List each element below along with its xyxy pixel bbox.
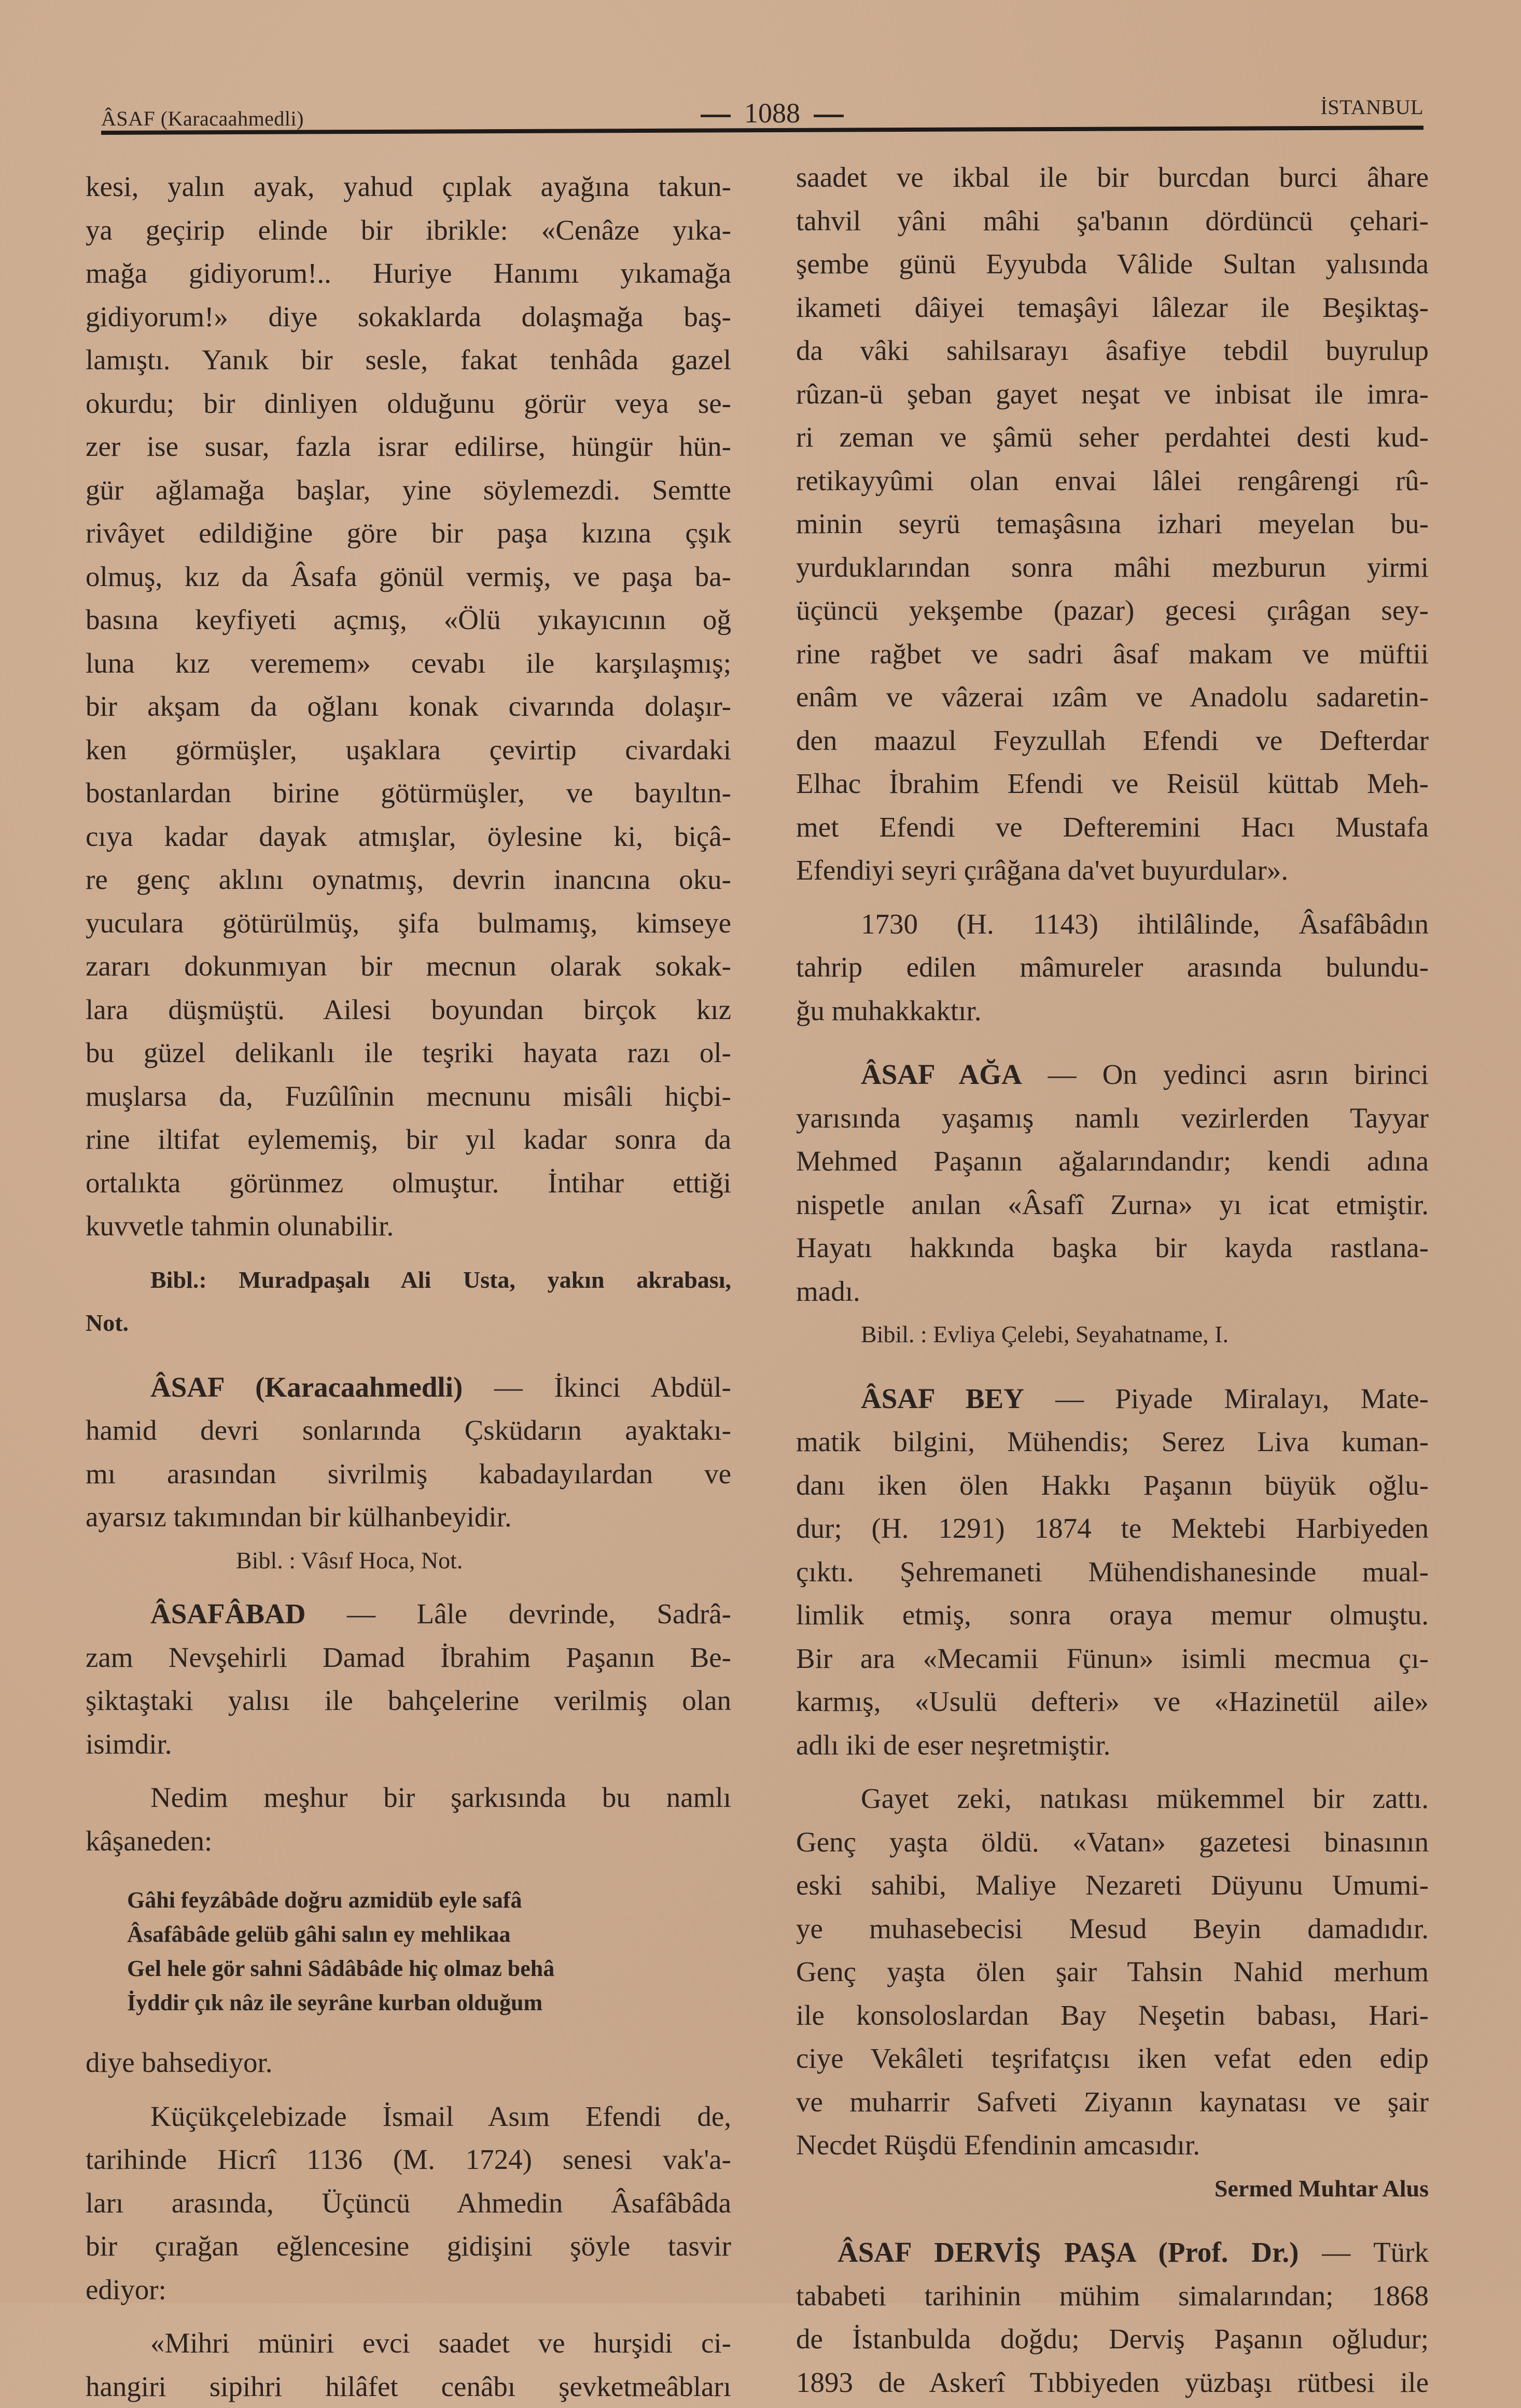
entry-text: — Piyade Miralayı, Mate- <box>1024 1383 1429 1414</box>
paragraph-line: «Mihri müniri evci saadet ve hurşidi ci- <box>86 2321 731 2365</box>
paragraph-line: tahrip edilen mâmureler arasında bulundu- <box>796 945 1429 989</box>
paragraph-line: minin seyrü temaşâsına izhari meyelan bu- <box>796 502 1429 546</box>
paragraph-line: luna kız veremem» cevabı ile karşılaşmış; <box>86 642 731 685</box>
entry-first-line <box>86 1366 731 1409</box>
paragraph-line: bir akşam da oğlanı konak civarında dolaşır- <box>86 685 731 728</box>
entry-line: Hayatı hakkında başka bir kayda rastlana- <box>796 1226 1429 1270</box>
paragraph-line: lara düşmüştü. Ailesi boyundan birçok kız <box>86 988 731 1032</box>
paragraph-line: Efendiyi seyri çırâğana da'vet buyurdular». <box>796 848 1429 892</box>
paragraph-line: re genç aklını oynatmış, devrin inancına oku- <box>86 858 731 901</box>
paragraph-line: tarihinde Hicrî 1136 (M. 1724) senesi vak'a- <box>86 2138 731 2181</box>
entry-line: karmış, «Usulü defteri» ve «Hazinetül aile» <box>796 1680 1429 1723</box>
bibliography-1 <box>86 1258 731 1345</box>
verse-line: Gâhi feyzâbâde doğru azmidüb eyle safâ <box>127 1883 731 1917</box>
paragraph-line: Necdet Rüşdü Efendinin amcasıdır. <box>796 2123 1429 2167</box>
paragraph-line: ye muhasebecisi Mesud Beyin damadıdır. <box>796 1907 1429 1951</box>
paragraph-line: ları arasında, Üçüncü Ahmedin Âsafâbâda <box>86 2181 731 2225</box>
entry-asafabad <box>86 1592 731 1765</box>
paragraph-quote-continued <box>796 156 1429 892</box>
entry-text: — İkinci Abdül- <box>463 1371 731 1403</box>
paragraph-1730 <box>796 902 1429 1033</box>
paragraph-line: zararı dokunmıyan bir mecnun olarak sokak- <box>86 944 731 988</box>
entry-line: ayarsız takımından bir külhanbeyidir. <box>86 1495 731 1539</box>
paragraph-line: bostanlardan birine götürmüşler, ve bayıltın- <box>86 771 731 815</box>
paragraph-line: muşlarsa da, Fuzûlînin mecnunu misâli hiçbi- <box>86 1075 731 1118</box>
paragraph-nedim <box>86 1776 731 1862</box>
paragraph-line: rine iltifat eylememiş, bir yıl kadar sonra da <box>86 1118 731 1161</box>
entry-line: şiktaştaki yalısı ile bahçelerine verilmiş olan <box>86 1679 731 1722</box>
paragraph-line: Elhac İbrahim Efendi ve Reisül küttab Meh- <box>796 762 1429 805</box>
paragraph-line: rûzan-ü şeban gayet neşat ve inbisat ile imra- <box>796 372 1429 416</box>
entry-line: danı iken ölen Hakkı Paşanın büyük oğlu- <box>796 1464 1429 1507</box>
entry-line: yarısında yaşamış namlı vezirlerden Tayyar <box>796 1096 1429 1140</box>
paragraph-line: da vâki sahilsarayı âsafiye tebdil buyrulup <box>796 329 1429 372</box>
paragraph-line: olmuş, kız da Âsafa gönül vermiş, ve paşa ba- <box>86 555 731 598</box>
entry-line: limlik etmiş, sonra oraya memur olmuştu. <box>796 1593 1429 1637</box>
paragraph-line: şembe günü Eyyubda Vâlide Sultan yalısında <box>796 242 1429 286</box>
paragraph-line: ve muharrir Safveti Ziyanın kaynatası ve şair <box>796 2080 1429 2124</box>
paragraph-line: met Efendi ve Defteremini Hacı Mustafa <box>796 805 1429 849</box>
paragraph-line: 1730 (H. 1143) ihtilâlinde, Âsafâbâdın <box>796 902 1429 946</box>
paragraph-line: basına keyfiyeti açmış, «Ölü yıkayıcının oğ <box>86 598 731 642</box>
paragraph-line: lamıştı. Yanık bir sesle, fakat tenhâda gazel <box>86 338 731 382</box>
entry-first-line <box>796 2231 1429 2274</box>
verse-line: Gel hele gör sahni Sâdâbâde hiç olmaz behâ <box>127 1952 731 1986</box>
paragraph-line: kesi, yalın ayak, yahud çıplak ayağına takun- <box>86 165 731 208</box>
verse-line: İyddir çık nâz ile seyrâne kurban olduğum <box>127 1986 731 2020</box>
paragraph-line: ğu muhakkaktır. <box>796 989 1429 1033</box>
paragraph-line: gür ağlamağa başlar, yine söylemezdi. Semtte <box>86 468 731 512</box>
paragraph-asaf-continued <box>86 165 731 1248</box>
paragraph-line: ciye Vekâleti teşrifatçısı iken vefat eden edip <box>796 2037 1429 2080</box>
entry-line: Mehmed Paşanın ağalarındandır; kendi adına <box>796 1139 1429 1183</box>
paragraph-line: kâşaneden: <box>86 1819 731 1863</box>
entry-line: madı. <box>796 1270 1429 1313</box>
entry-first-line <box>796 1053 1429 1096</box>
paragraph-line: eski sahibi, Maliye Nezareti Düyunu Umumi- <box>796 1863 1429 1907</box>
paragraph-line: ediyor: <box>86 2268 731 2312</box>
bibliography-4: Bibil. : Evliya Çelebi, Seyahatname, I. <box>796 1313 1429 1356</box>
paragraph-line: den maazul Feyzullah Efendi ve Defterdar <box>796 719 1429 762</box>
author-signature: Sermed Muhtar Alus <box>796 2167 1429 2210</box>
paragraph-line: ken görmüşler, uşaklara çevirtip civardaki <box>86 728 731 772</box>
entry-line: matik bilgini, Mühendis; Serez Liva kuman- <box>796 1420 1429 1464</box>
entry-line: zam Nevşehirli Damad İbrahim Paşanın Be- <box>86 1636 731 1679</box>
header-section: İSTANBUL <box>1320 95 1424 119</box>
paragraph-line: üçüncü yekşembe (pazar) gecesi çırâgan sey- <box>796 589 1429 632</box>
entry-line: isimdir. <box>86 1722 731 1766</box>
verse-line: Âsafâbâde gelüb gâhi salın ey mehlikaa <box>127 1917 731 1952</box>
header-entry-title: ÂSAF (Karacaahmedli) <box>101 106 304 131</box>
paragraph-line: saadet ve ikbal ile bir burcdan burci âhare <box>796 156 1429 199</box>
paragraph-line: gidiyorum!» diye sokaklarda dolaşmağa baş- <box>86 295 731 339</box>
right-column <box>796 156 1429 2404</box>
paragraph-kucukcelebizade <box>86 2095 731 2312</box>
paragraph-line: bir çırağan eğlencesine gidişini şöyle tasvir <box>86 2224 731 2268</box>
dash-left <box>701 115 731 117</box>
paragraph-line: cıya kadar dayak atmışlar, öylesine ki, biçâ- <box>86 815 731 858</box>
paragraph-line: bu güzel delikanlı ile teşriki hayata razı ol- <box>86 1031 731 1075</box>
verse-block <box>86 1883 731 2020</box>
page-number <box>687 97 857 129</box>
paragraph-line: kuvvetle tahmin olunabilir. <box>86 1204 731 1248</box>
entry-line: çıktı. Şehremaneti Mühendishanesinde mual- <box>796 1550 1429 1594</box>
paragraph-line: Genç yaşta öldü. «Vatan» gazetesi binasının <box>796 1820 1429 1864</box>
entry-line: 1893 de Askerî Tıbbiyeden yüzbaşı rütbesi ile <box>796 2361 1429 2404</box>
entry-asaf-aga <box>796 1053 1429 1313</box>
entry-headword: ÂSAF (Karacaahmedli) <box>150 1371 463 1403</box>
paragraph-line: retikayyûmi olan envai lâlei rengârengi rû- <box>796 459 1429 503</box>
entry-line: de İstanbulda doğdu; Derviş Paşanın oğludur; <box>796 2317 1429 2361</box>
entry-first-line <box>796 1377 1429 1421</box>
paragraph-line: Gayet zeki, natıkası mükemmel bir zattı. <box>796 1777 1429 1820</box>
paragraph-line: ortalıkta görünmez olmuştur. İntihar ettiği <box>86 1161 731 1205</box>
paragraph-line: enâm ve vâzerai ızâm ve Anadolu sadaretin- <box>796 675 1429 719</box>
entry-asaf-bey <box>796 1377 1429 1767</box>
paragraph-line: zer ise susar, fazla israr edilirse, hüngür hün- <box>86 425 731 468</box>
paragraph-line: ri zeman ve şâmü seher perdahtei desti kud- <box>796 415 1429 459</box>
paragraph-line: Nedim meşhur bir şarkısında bu namlı <box>86 1776 731 1819</box>
entry-headword: ÂSAF BEY <box>861 1383 1024 1414</box>
entry-line: hamid devri sonlarında Çsküdarın ayaktakı- <box>86 1409 731 1452</box>
paragraph-line: ya geçirip elinde bir ibrikle: «Cenâze yıka- <box>86 208 731 252</box>
entry-line: dur; (H. 1291) 1874 te Mektebi Harbiyeden <box>796 1507 1429 1550</box>
paragraph-line: yuculara götürülmüş, şifa bulmamış, kimseye <box>86 901 731 945</box>
entry-text: — On yedinci asrın birinci <box>1022 1059 1429 1090</box>
paragraph-line: Genç yaşta ölen şair Tahsin Nahid merhum <box>796 1950 1429 1994</box>
entry-headword: ÂSAF AĞA <box>861 1059 1022 1090</box>
entry-asaf-karacaahmedli <box>86 1366 731 1539</box>
paragraph-line: mağa gidiyorum!.. Huriye Hanımı yıkamağa <box>86 252 731 295</box>
paragraph-line: ile konsoloslardan Bay Neşetin babası, Hari- <box>796 1994 1429 2037</box>
entry-line: nispetle anılan «Âsafî Zurna» yı icat etmiştir. <box>796 1183 1429 1227</box>
entry-line: mı arasından sivrilmiş kabadayılardan ve <box>86 1452 731 1496</box>
paragraph-line: yurduklarından sonra mâhi mezburun yirmi <box>796 546 1429 589</box>
entry-text: — Lâle devrinde, Sadrâ- <box>305 1598 731 1630</box>
paragraph-line: Küçükçelebizade İsmail Asım Efendi de, <box>86 2095 731 2138</box>
entry-headword: ÂSAF DERVİŞ PAŞA (Prof. Dr.) <box>838 2236 1299 2268</box>
bib-line: Not. <box>86 1301 731 1345</box>
bib-line: Bibl.: Muradpaşalı Ali Usta, yakın akrabası, <box>86 1258 731 1302</box>
entry-text: — Türk <box>1299 2236 1429 2268</box>
entry-headword: ÂSAFÂBAD <box>150 1598 305 1630</box>
paragraph-gayet <box>796 1777 1429 2167</box>
paragraph-quote <box>86 2321 731 2408</box>
paragraph-line: tahvil yâni mâhi şa'banın dördüncü çehari- <box>796 199 1429 243</box>
paragraph-line: diye bahsediyor. <box>86 2041 731 2084</box>
entry-line: tababeti tarihinin mühim simalarından; 1868 <box>796 2274 1429 2318</box>
entry-asaf-dervis-pasa <box>796 2231 1429 2404</box>
paragraph-line: rivâyet edildiğine göre bir paşa kızına çşık <box>86 511 731 555</box>
entry-first-line <box>86 1592 731 1636</box>
entry-line: adlı iki de eser neşretmiştir. <box>796 1723 1429 1767</box>
paragraph-line: ikameti dâiyei temaşâyi lâlezar ile Beşiktaş- <box>796 286 1429 329</box>
bibliography-2: Bibl. : Vâsıf Hoca, Not. <box>86 1539 731 1582</box>
page-number-text: 1088 <box>744 98 800 129</box>
running-header <box>101 86 1424 132</box>
paragraph-line: rine rağbet ve sadri âsaf makam ve müftii <box>796 632 1429 676</box>
dash-right <box>814 115 844 117</box>
entry-line: Bir ara «Mecamii Fünun» isimli mecmua çı- <box>796 1637 1429 1680</box>
paragraph-line: okurdu; bir dinliyen olduğunu görür veya se- <box>86 382 731 425</box>
paragraph-line: hangiri sipihri hilâfet cenâbı şevketmeâbları <box>86 2365 731 2408</box>
left-column <box>86 165 731 2408</box>
